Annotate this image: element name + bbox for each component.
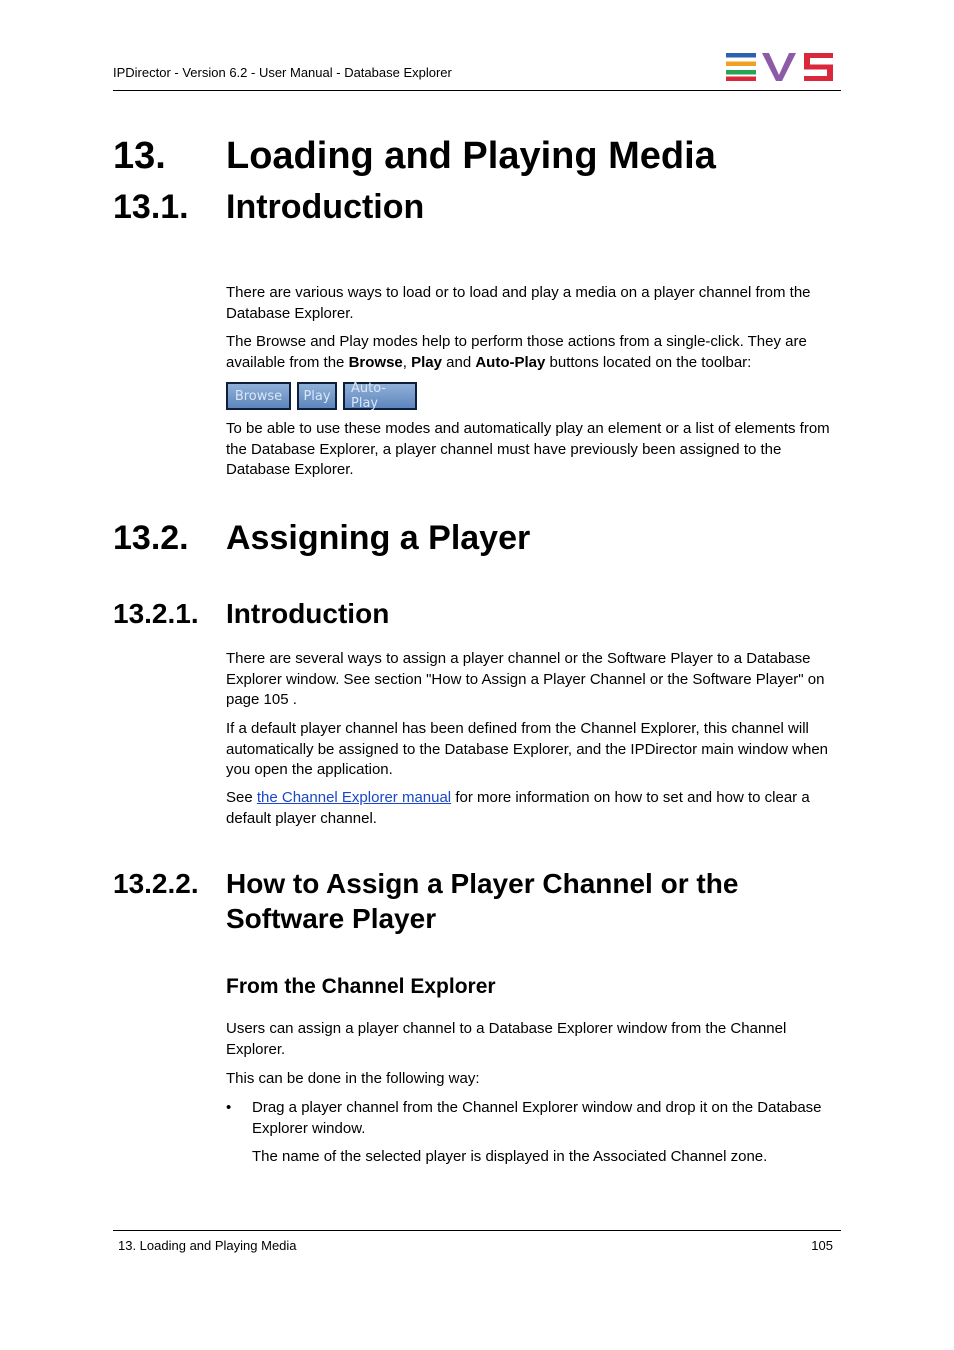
section-13-2-2-heading — [0, 867, 954, 937]
section-number: 13.2.1. — [113, 598, 199, 629]
section-title: Introduction — [226, 598, 390, 629]
chapter-number: 13. — [113, 135, 166, 177]
paragraph: See the Channel Explorer manual for more information on how to set and how to clear a default player channel. — [226, 789, 810, 827]
list-item-note: The name of the selected player is displayed in the Associated Channel zone. — [252, 1148, 768, 1165]
section-title: Assigning a Player — [226, 519, 531, 557]
paragraph: There are various ways to load or to load and play a media on a player channel from the Database Explorer. — [226, 284, 811, 322]
paragraph: The Browse and Play modes help to perform those actions from a single-click. They are available from the Browse, Play and Auto-Play buttons located on the toolbar: — [226, 333, 807, 371]
browse-button[interactable]: Browse — [226, 382, 291, 410]
channel-explorer-manual-link[interactable]: the Channel Explorer manual — [256, 789, 452, 806]
evs-logo — [726, 53, 834, 81]
paragraph: To be able to use these modes and automatically play an element or a list of elements from the Database Explorer, a player channel must have previously been assigned to the Database Explorer. — [226, 420, 830, 479]
paragraph: There are several ways to assign a player channel or the Software Player to a Database Explorer window. See section "How to Assign a Player Channel or the Software Player" on page 105 . — [226, 650, 825, 709]
paragraph: This can be done in the following way: — [226, 1070, 480, 1087]
section-13-2-1-heading — [0, 597, 954, 631]
bullet-symbol: • — [226, 1099, 232, 1116]
auto-play-button[interactable]: Auto-Play — [343, 382, 417, 410]
section-title-line2: Software Player — [226, 903, 437, 934]
section-title-line1: How to Assign a Player Channel or the — [226, 868, 739, 899]
list-item: Drag a player channel from the Channel Explorer window and drop it on the Database Explorer window. — [252, 1099, 822, 1137]
subheading: From the Channel Explorer — [226, 975, 496, 998]
paragraph: Users can assign a player channel to a Database Explorer window from the Channel Explorer. — [226, 1020, 787, 1058]
chapter-title: Loading and Playing Media — [226, 135, 716, 177]
paragraph: If a default player channel has been defined from the Channel Explorer, this channel will automatically be assigned to the Database Explorer, and the IPDirector main window when you open the application. — [226, 720, 828, 779]
toolbar-buttons-figure — [226, 382, 417, 410]
play-button[interactable]: Play — [297, 382, 337, 410]
section-number: 13.2. — [113, 519, 189, 557]
section-number: 13.2.2. — [113, 868, 199, 899]
section-title: Introduction — [226, 188, 425, 226]
section-number: 13.1. — [113, 188, 189, 226]
header-rule — [113, 90, 841, 91]
footer-rule — [113, 1230, 841, 1231]
page-number: 105 — [811, 1238, 833, 1253]
section-13-2-heading — [0, 518, 954, 558]
running-header: IPDirector - Version 6.2 - User Manual - Database Explorer — [113, 65, 452, 80]
footer-chapter: 13. Loading and Playing Media — [118, 1238, 297, 1253]
